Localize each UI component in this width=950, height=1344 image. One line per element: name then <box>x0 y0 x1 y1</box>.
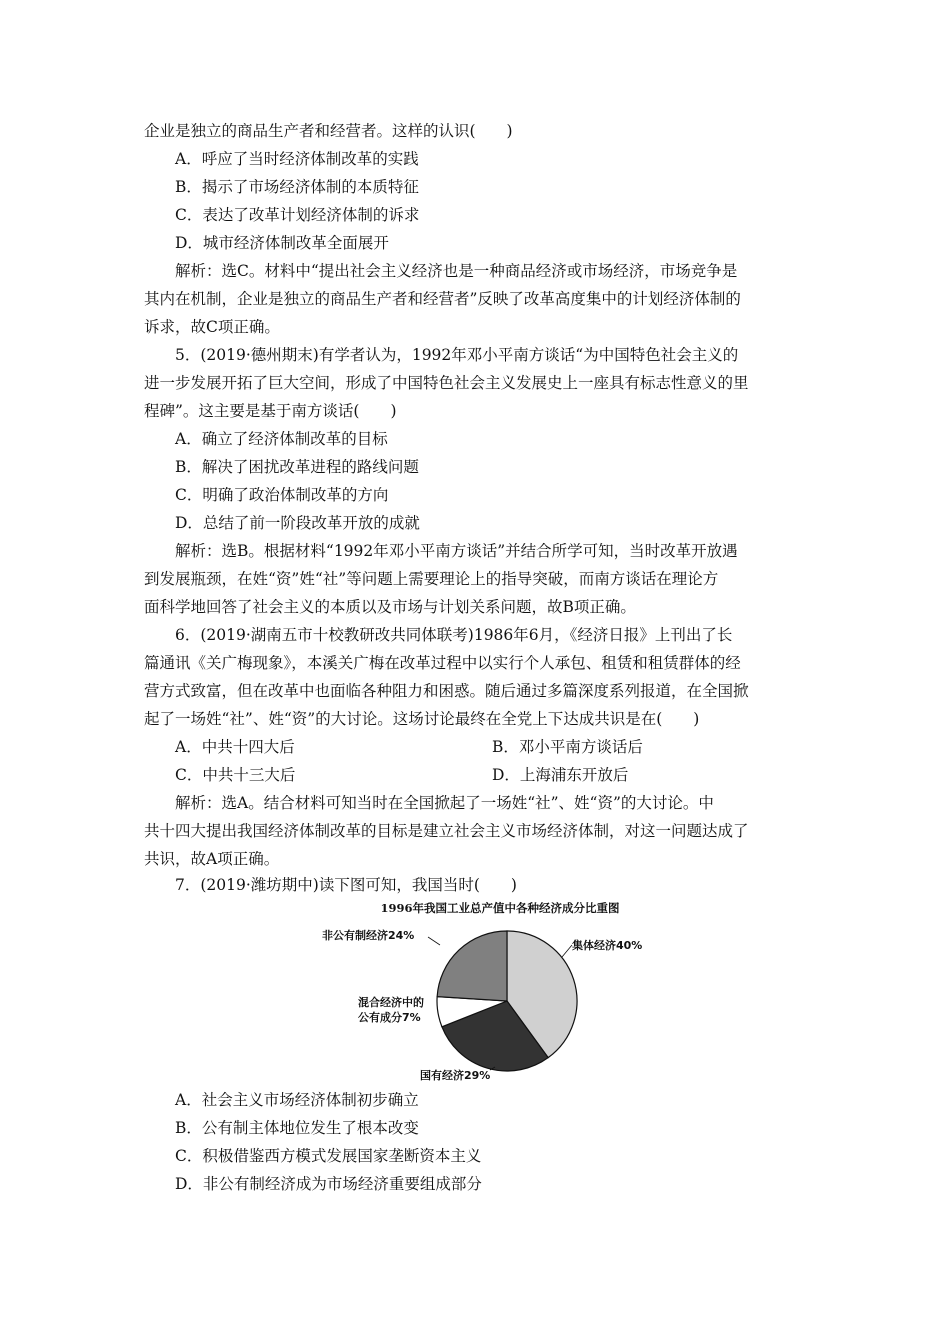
label-mixed-line1: 混合经济中的 <box>358 996 424 1009</box>
q4-option-a: A．呼应了当时经济体制改革的实践 <box>175 150 419 168</box>
q4-analysis-cont: 其内在机制，企业是独立的商品生产者和经营者”反映了改革高度集中的计划经济体制的 <box>144 290 741 308</box>
label-non-public: 非公有制经济24% <box>322 929 415 942</box>
q6-option-d: D．上海浦东开放后 <box>492 766 629 784</box>
q4-option-b: B．揭示了市场经济体制的本质特征 <box>175 178 419 196</box>
chart-title: 1996年我国工业总产值中各种经济成分比重图 <box>380 901 620 915</box>
q4-option-c: C．表达了改革计划经济体制的诉求 <box>175 206 420 224</box>
label-mixed-line2: 公有成分7% <box>358 1011 421 1024</box>
q7-option-d: D．非公有制经济成为市场经济重要组成部分 <box>175 1175 482 1193</box>
leader-collective <box>562 945 572 957</box>
label-collective: 集体经济40% <box>572 939 643 952</box>
question-5-stem: 5．(2019·德州期末)有学者认为，1992年邓小平南方谈话“为中国特色社会主义的 <box>175 346 739 364</box>
question-7-stem: 7．(2019·潍坊期中)读下图可知，我国当时( ) <box>175 876 517 894</box>
q4-option-d: D．城市经济体制改革全面展开 <box>175 234 389 252</box>
question-6-stem-end: 起了一场姓“社”、姓“资”的大讨论。这场讨论最终在全党上下达成共识是在( ) <box>144 710 700 728</box>
question-4-stem-end: 企业是独立的商品生产者和经营者。这样的认识( ) <box>144 122 513 140</box>
q7-option-c: C．积极借鉴西方模式发展国家垄断资本主义 <box>175 1147 482 1165</box>
slice-non-public <box>437 931 507 1001</box>
q5-option-a: A．确立了经济体制改革的目标 <box>175 430 388 448</box>
q6-analysis-cont: 共十四大提出我国经济体制改革的目标是建立社会主义市场经济体制，对这一问题达成了 <box>144 822 749 840</box>
q6-option-c: C．中共十三大后 <box>175 766 296 784</box>
q4-analysis-end: 诉求，故C项正确。 <box>144 318 280 336</box>
question-5-stem-cont: 进一步发展开拓了巨大空间，形成了中国特色社会主义发展史上一座具有标志性意义的里 <box>144 374 749 392</box>
leader-non-public <box>428 937 440 945</box>
question-6-stem-cont1: 篇通讯《关广梅现象》，本溪关广梅在改革过程中以实行个人承包、租赁和租赁群体的经 <box>144 654 741 672</box>
q6-analysis: 解析：选A。结合材料可知当时在全国掀起了一场姓“社”、姓“资”的大讨论。中 <box>175 794 714 812</box>
q7-option-a: A．社会主义市场经济体制初步确立 <box>175 1091 419 1109</box>
q5-option-d: D．总结了前一阶段改革开放的成就 <box>175 514 420 532</box>
q6-option-b: B．邓小平南方谈话后 <box>492 738 643 756</box>
q4-analysis: 解析：选C。材料中“提出社会主义经济也是一种商品经济或市场经济，市场竞争是 <box>175 262 738 280</box>
q5-option-c: C．明确了政治体制改革的方向 <box>175 486 389 504</box>
pie-chart <box>300 915 700 1090</box>
label-state-owned: 国有经济29% <box>420 1069 491 1082</box>
q6-option-a: A．中共十四大后 <box>175 738 295 756</box>
q5-analysis-end: 面科学地回答了社会主义的本质以及市场与计划关系问题，故B项正确。 <box>144 598 636 616</box>
q5-analysis: 解析：选B。根据材料“1992年邓小平南方谈话”并结合所学可知，当时改革开放遇 <box>175 542 738 560</box>
question-5-stem-end: 程碑”。这主要是基于南方谈话( ) <box>144 402 397 420</box>
q5-analysis-cont: 到发展瓶颈，在姓“资”姓“社”等问题上需要理论上的指导突破，而南方谈话在理论方 <box>144 570 719 588</box>
q7-option-b: B．公有制主体地位发生了根本改变 <box>175 1119 419 1137</box>
q5-option-b: B．解决了困扰改革进程的路线问题 <box>175 458 419 476</box>
q6-analysis-end: 共识，故A项正确。 <box>144 850 280 868</box>
question-6-stem: 6．(2019·湖南五市十校教研改共同体联考)1986年6月，《经济日报》上刊出了长 <box>175 626 733 644</box>
question-6-stem-cont2: 营方式致富，但在改革中也面临各种阻力和困惑。随后通过多篇深度系列报道，在全国掀 <box>144 682 749 700</box>
